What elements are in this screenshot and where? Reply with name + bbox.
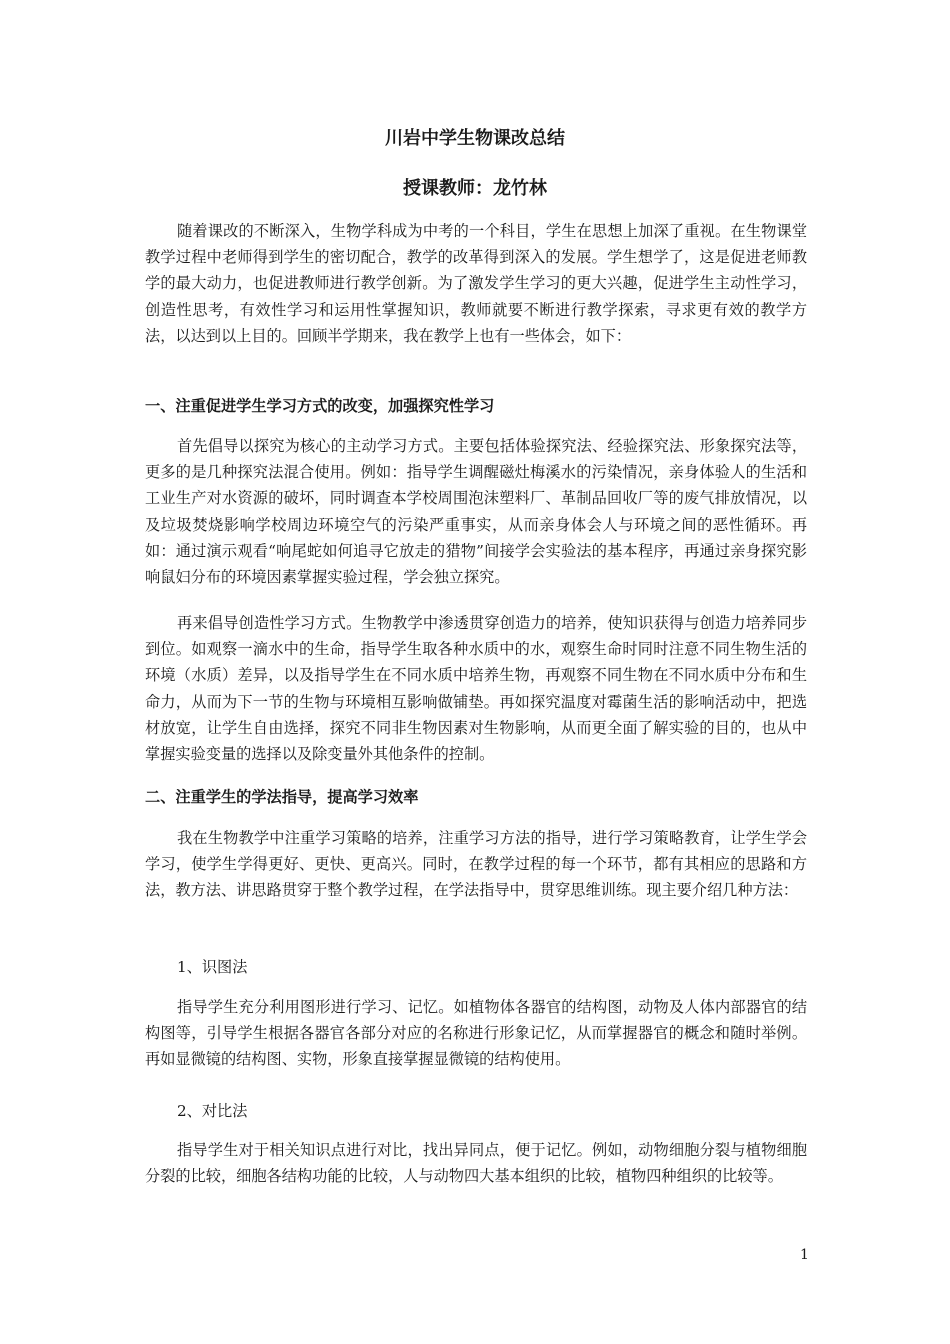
section1-heading: 一、注重促进学生学习方式的改变，加强探究性学习 [145, 397, 495, 415]
intro-paragraph: 随着课改的不断深入，生物学科成为中考的一个科目，学生在思想上加深了重视。在生物课堂教学过程中老师得到学生的密切配合，教学的改革得到深入的发展。学生想学了，这是促进老师教学的最大动力，也促进教师进行教学创新。为了激发学生学习的更大兴趣，促进学生主动性学习，创造性思考，有效性学习和运用性掌握知识，教师就要不断进行教学探索，寻求更有效的教学方法，以达到以上目的。回顾半学期来，我在教学上也有一些体会，如下： [145, 222, 807, 345]
section1-paragraph-1: 首先倡导以探究为核心的主动学习方式。主要包括体验探究法、经验探究法、形象探究法等，更多的是几种探究法混合使用。例如：指导学生调醒磁灶梅溪水的污染情况，亲身体验人的生活和工业生产对水资源的破坏，同时调查本学校周围泡沫塑料厂、革制品回收厂等的废气排放情况，以及垃圾焚烧影响学校周边环境空气的污染严重事实，从而亲身体会人与环境之间的恶性循环。再如：通过演示观看“响尾蛇如何追寻它放走的猎物”间接学会实验法的基本程序，再通过亲身探究影响鼠妇分布的环境因素掌握实验过程，学会独立探究。 [145, 437, 807, 587]
method2-paragraph: 指导学生对于相关知识点进行对比，找出异同点，便于记忆。例如，动物细胞分裂与植物细胞分裂的比较，细胞各结构功能的比较，人与动物四大基本组织的比较，植物四种组织的比较等。 [145, 1141, 807, 1186]
section2-heading: 二、注重学生的学法指导，提高学习效率 [145, 788, 419, 806]
method2-title: 2、对比法 [177, 1102, 248, 1120]
section2-paragraph-1: 我在生物教学中注重学习策略的培养，注重学习方法的指导，进行学习策略教育，让学生学会学习，使学生学得更好、更快、更高兴。同时，在教学过程的每一个环节，都有其相应的思路和方法，教方法、讲思路贯穿于整个教学过程，在学法指导中，贯穿思维训练。现主要介绍几种方法： [145, 829, 807, 900]
section1-paragraph-2: 再来倡导创造性学习方式。生物教学中渗透贯穿创造力的培养，使知识获得与创造力培养同步到位。如观察一滴水中的生命，指导学生取各种水质中的水，观察生命时同时注意不同生物生活的环境（水质）差异，以及指导学生在不同水质中培养生物，再观察不同生物在不同水质中分布和生命力，从而为下一节的生物与环境相互影响做铺垫。再如探究温度对霉菌生活的影响活动中，把选材放宽，让学生自由选择，探究不同非生物因素对生物影响，从而更全面了解实验的目的，也从中掌握实验变量的选择以及除变量外其他条件的控制。 [145, 614, 807, 764]
page-number: 1 [800, 1247, 809, 1263]
method1-title: 1、识图法 [177, 958, 248, 976]
teacher-name: 授课教师：龙竹林 [403, 178, 547, 199]
method1-paragraph: 指导学生充分利用图形进行学习、记忆。如植物体各器官的结构图，动物及人体内部器官的结构图等，引导学生根据各器官各部分对应的名称进行形象记忆，从而掌握器官的概念和随时举例。再如显微镜的结构图、实物，形象直接掌握显微镜的结构使用。 [145, 998, 807, 1069]
document-title: 川岩中学生物课改总结 [385, 128, 565, 149]
